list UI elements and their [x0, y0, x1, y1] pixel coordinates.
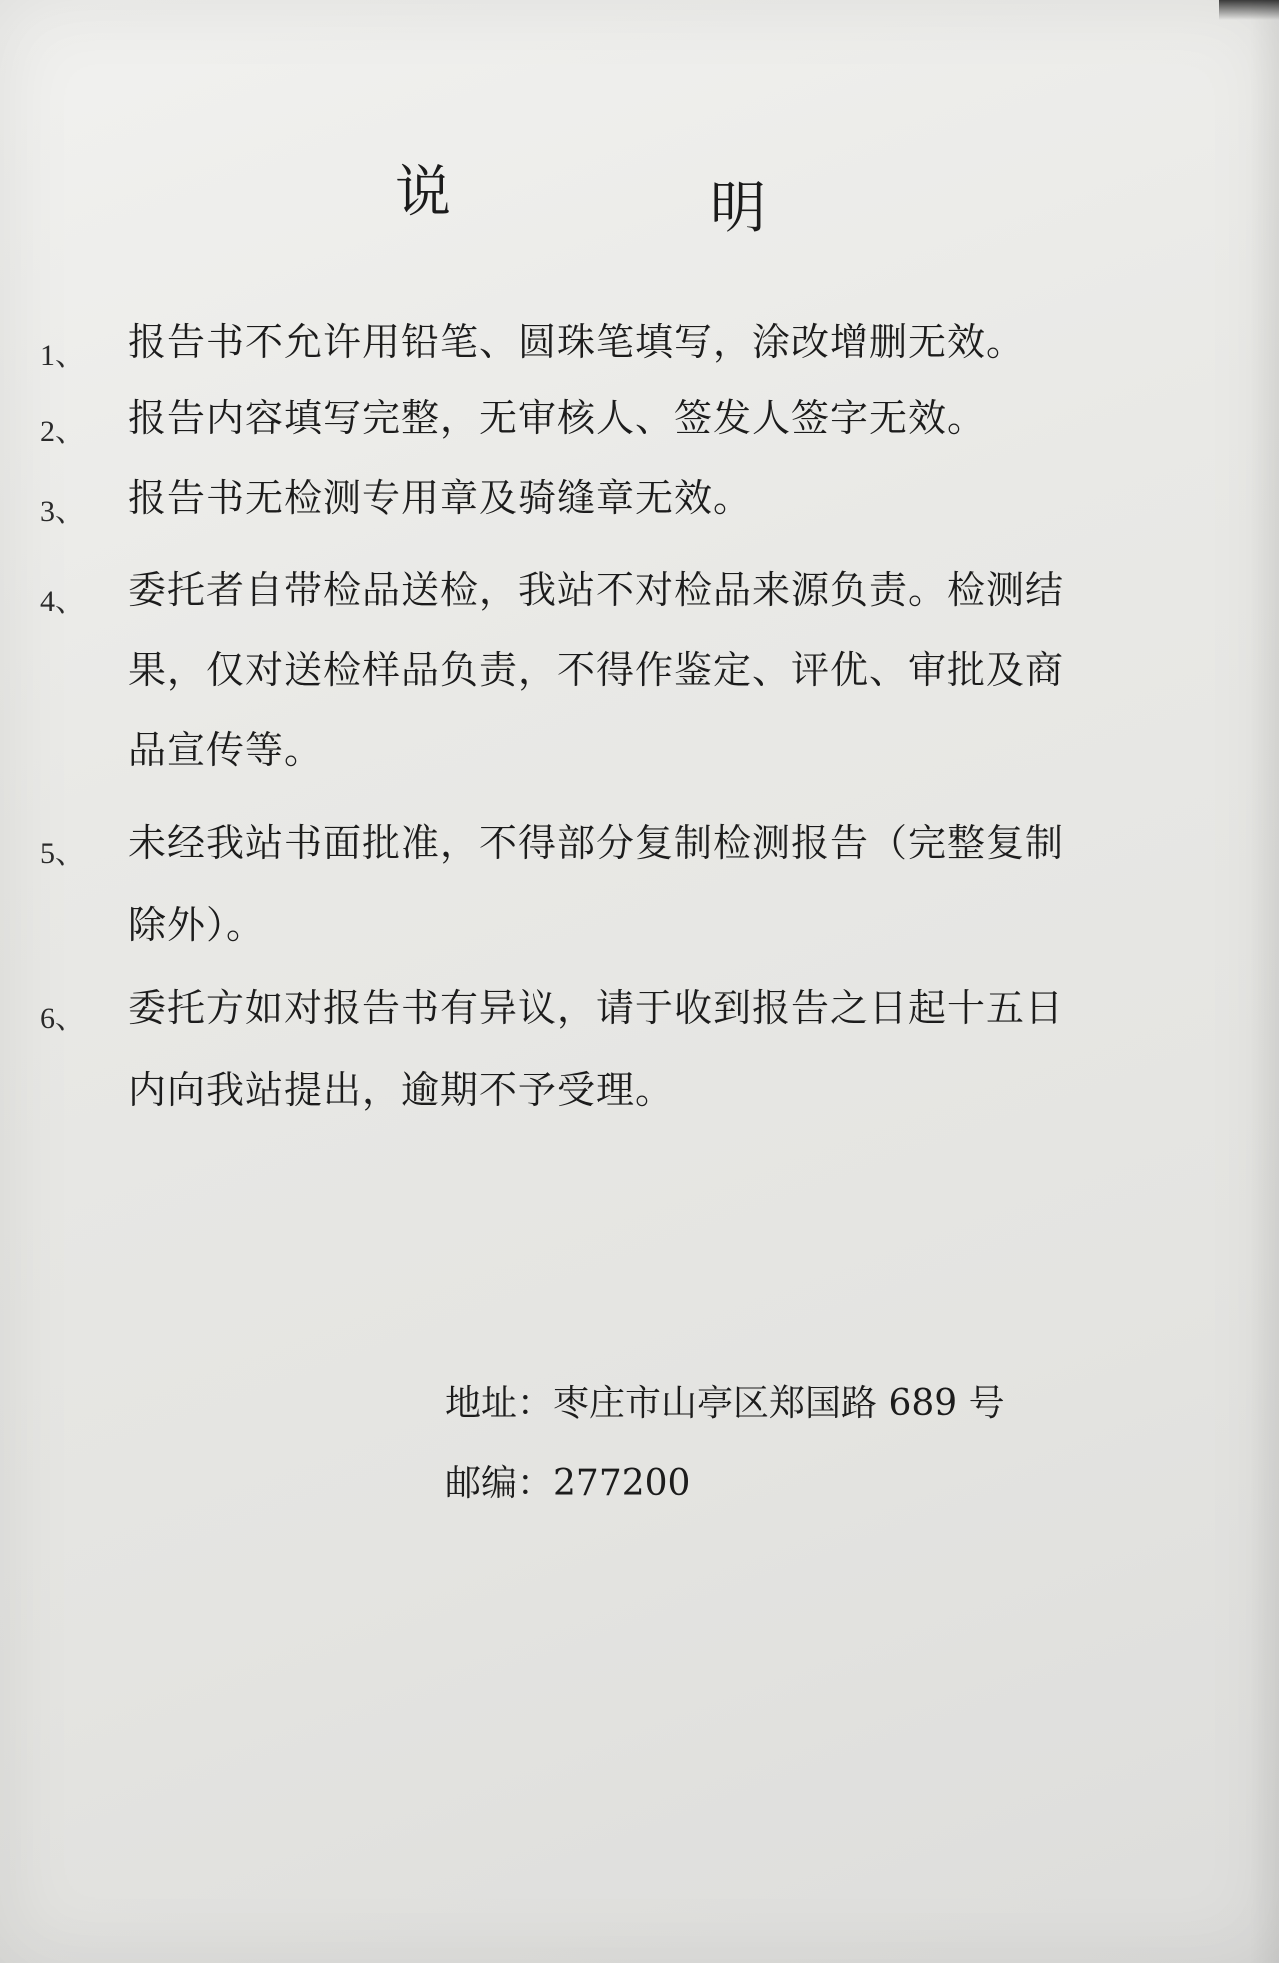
item-number: 4、	[40, 585, 85, 618]
page-corner-shadow	[1219, 0, 1279, 20]
address-value: 枣庄市山亭区郑国路 689 号	[553, 1383, 1005, 1424]
postcode-line	[445, 1455, 690, 1506]
address-line	[445, 1375, 1005, 1426]
item-text: 未经我站书面批准，不得部分复制检测报告（完整复制除外）。	[128, 821, 1065, 947]
item-text: 报告书无检测专用章及骑缝章无效。	[128, 476, 753, 520]
title-char-1: 说	[395, 160, 451, 225]
item-number: 6、	[40, 1002, 85, 1035]
item-text: 报告内容填写完整，无审核人、签发人签字无效。	[128, 396, 987, 440]
item-number: 3、	[40, 495, 85, 528]
address-label: 地址：	[445, 1383, 554, 1424]
item-number: 5、	[40, 837, 85, 870]
page-title	[0, 140, 1279, 241]
item-text: 报告书不允许用铅笔、圆珠笔填写，涂改增删无效。	[128, 320, 1026, 364]
postcode-value: 277200	[553, 1463, 691, 1504]
item-text: 委托方如对报告书有异议，请于收到报告之日起十五日内向我站提出，逾期不予受理。	[128, 986, 1065, 1112]
title-char-2: 明	[710, 176, 766, 241]
item-text: 委托者自带检品送检，我站不对检品来源负责。检测结果，仅对送检样品负责，不得作鉴定、评优、审批及商品宣传等。	[128, 568, 1065, 772]
item-number: 1、	[40, 339, 85, 372]
item-number: 2、	[40, 415, 85, 448]
postcode-label: 邮编：	[445, 1463, 554, 1504]
